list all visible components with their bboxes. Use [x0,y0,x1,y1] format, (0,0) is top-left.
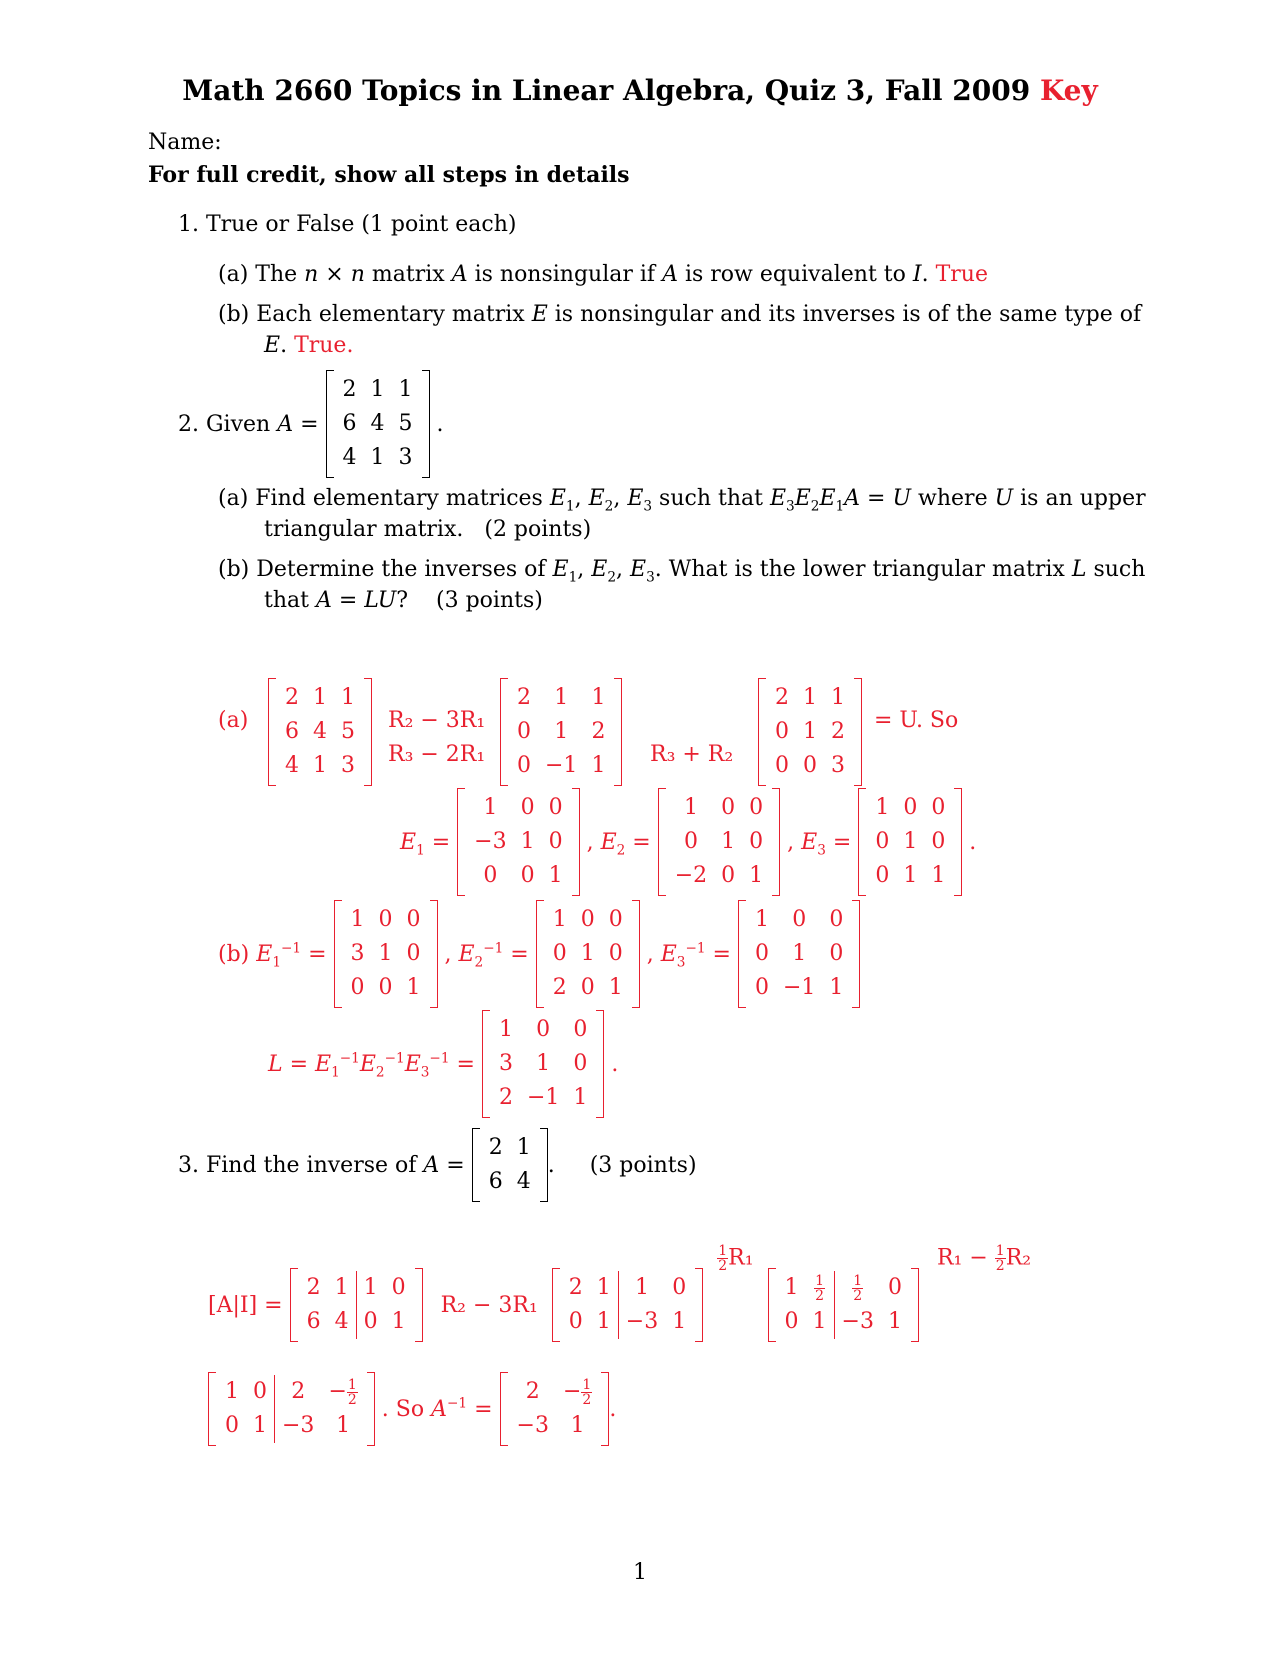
matrix-entry: 0 [875,829,890,854]
matrix-entry: 0 [548,795,563,820]
matrix-entry: 6 [306,1309,321,1334]
op-r3-plus-r2: R₃ + R₂ [650,742,734,767]
matrix-entry: 2 [552,975,567,1000]
matrix-entry: 2 [517,685,531,710]
matrix-entry: 1 [596,1275,611,1300]
matrix-entry: 5 [341,719,355,744]
matrix-entry: 3 [341,753,355,778]
matrix-E2 [658,788,780,896]
matrix-entry: 6 [285,719,299,744]
matrix-entry: 0 [573,1017,588,1042]
matrix-E1 [457,788,579,896]
matrix-entry: 1 [683,795,698,820]
matrix-entry: −3 [474,829,507,854]
matrix-E3-inverse [738,900,860,1008]
matrix-entry: 1 [672,1309,687,1334]
matrix-entry: 3 [831,753,845,778]
q3-sol-line2: 1 0 2 − $\frac{1}{2}$ 0 1 −3 1 . So $A^{-1}$ = 2 − $\frac{1}{2}$ −3 1 . [208,1372,616,1446]
matrix-U [758,678,862,786]
matrix-entry: 4 [285,753,299,778]
inverse-matrices: (b) $E_1^{-1}$ = 1 0 0 3 1 0 0 0 1 , $E_2^{-1}$ = 1 0 0 0 1 0 2 0 1 , $E_3^{-1}$ = 1 0 0 0 1 0 0 −1 1 [218,900,860,1008]
matrix-entry: 1 [554,685,569,710]
matrix-entry: 0 [552,941,567,966]
matrix-entry: 2 [285,685,299,710]
matrix-entry: 3 [498,1051,513,1076]
matrix-entry: 1 [803,685,817,710]
matrix-entry: 1 [596,1309,611,1334]
matrix-entry: 1 [341,685,355,710]
matrix-entry: 1 [378,941,393,966]
page-number: 1 [633,1560,647,1585]
matrix-entry: 6 [488,1169,503,1194]
matrix-entry: 1 [552,907,567,932]
matrix-entry: 4 [370,411,385,436]
matrix-entry: 1 [406,975,421,1000]
matrix-entry: 0 [803,753,817,778]
q2-part-b: (b) Determine the inverses of $E_1$, $E_2$, $E_3$. What is the lower triangular matrix L such [218,557,1146,586]
matrix-entry: 1 [516,1135,531,1160]
matrix-entry: −1 [782,975,816,1000]
augmented-step2 [552,1268,703,1342]
matrix-entry: 4 [342,445,357,470]
matrix-entry: 1 [313,753,327,778]
matrix-entry: 3 [398,445,413,470]
matrix-entry: 1 [554,719,569,744]
matrix-entry: 0 [875,863,890,888]
matrix-L [482,1010,604,1118]
q2-part-a-cont: triangular matrix. (2 points) [264,517,592,542]
matrix-entry: 0 [536,1017,551,1042]
matrix-entry: 2 [306,1275,321,1300]
op-half-r1: $\frac{1}{2}$ R₁ [718,1243,754,1274]
matrix-entry: 0 [672,1275,687,1300]
matrix-E1-inverse [334,900,438,1008]
matrix-entry: 0 [391,1275,406,1300]
matrix-entry: 0 [378,975,393,1000]
matrix-entry: 0 [520,863,535,888]
matrix-entry: −3 [618,1305,665,1339]
matrix-entry: 1 [370,445,385,470]
matrix-entry: 1 [334,1275,349,1300]
matrix-entry: 1 [903,863,918,888]
matrix-entry: 1 [483,795,498,820]
q1b-answer: True. [294,333,354,358]
matrix-entry: 1 [536,1051,551,1076]
matrix-entry: 0 [406,941,421,966]
matrix-A [326,370,430,478]
q2-part-b-cont: that A = LU? (3 points) [264,588,543,613]
augmented-AI [290,1268,423,1342]
key-label: Key [1039,74,1098,107]
eq-U-so: = U. So [874,708,959,733]
matrix-entry: 0 [931,829,946,854]
matrix-entry: 0 [517,753,531,778]
matrix-entry: 0 [721,795,736,820]
matrix-entry: 1 [591,685,606,710]
matrix-entry: 4 [313,719,327,744]
matrix-entry: 0 [608,941,623,966]
matrix-entry: 0 [580,907,595,932]
matrix-entry: −1 [526,1085,560,1110]
matrix-entry: 0 [573,1051,588,1076]
op-r1-minus-half-r2: R₁ − $\frac{1}{2}$ R₂ [936,1243,1032,1274]
matrix-A2 [472,1128,548,1202]
matrix-entry: 0 [517,719,531,744]
q3-sol-line1: [A|I] = 2 1 1 0 6 4 0 1 R₂ − 3R₁ 2 1 1 0 0 1 −3 1 $\frac{1}{2}$ R₁ 1 $\frac{1}{2}$ $\frac{1}{2}$ 0 0 1 −3 1 R₁ − $\frac{1}{2}$ R₂ [208,1268,1031,1342]
matrix-entry: 0 [754,941,769,966]
augmented-step3: 1 $\frac{1}{2}$ $\frac{1}{2}$ 0 0 1 −3 1 [768,1268,919,1342]
matrix-entry: 0 [608,907,623,932]
matrix-entry: 2 [488,1135,503,1160]
matrix-step1 [500,678,622,786]
matrix-entry: 0 [721,863,736,888]
matrix-entry: 1 [829,975,844,1000]
matrix-entry: 1 [618,1271,665,1305]
matrix-entry: 2 [831,719,845,744]
matrix-entry: 3 [350,941,365,966]
matrix-E3 [858,788,962,896]
page-title: Math 2660 Topics in Linear Algebra, Quiz 3, Fall 2009 Key [182,74,1098,107]
matrix-entry: 1 [350,907,365,932]
matrix-entry: 1 [498,1017,513,1042]
matrix-entry: 1 [754,907,769,932]
matrix-entry: 0 [406,907,421,932]
matrix-entry: 1 [875,795,890,820]
matrix-entry: 0 [931,795,946,820]
matrix-entry: 1 [721,829,736,854]
matrix-entry: 0 [568,1309,583,1334]
matrix-entry: 2 [591,719,606,744]
matrix-entry: −1 [545,753,578,778]
matrix-entry: 6 [342,411,357,436]
L-equation: $L = E_1^{-1}E_2^{-1}E_3^{-1}$ = 1 0 0 3 1 0 2 −1 1 . [268,1010,618,1118]
matrix-entry: 1 [803,719,817,744]
matrix-entry: 2 [775,685,789,710]
q2-sol-a-label: (a) [218,708,249,733]
op-r3-minus-2r1: R₃ − 2R₁ [388,742,486,767]
matrix-entry: 1 [370,377,385,402]
q1-part-b: (b) Each elementary matrix E is nonsingular and its inverses is of the same type of [218,302,1142,327]
matrix-entry: 1 [398,377,413,402]
matrix-entry: 1 [520,829,535,854]
matrix-entry: 2 [498,1085,513,1110]
op-r2-minus-3r1: R₂ − 3R₁ [388,708,486,733]
matrix-entry: 0 [749,829,764,854]
matrix-entry: 1 [580,941,595,966]
q1-part-a: (a) The n × n matrix A is nonsingular if A is row equivalent to I. True [218,262,988,287]
matrix-entry: 0 [829,941,844,966]
matrix-entry: 1 [391,1309,406,1334]
matrix-entry: 2 [568,1275,583,1300]
q2-sol-matrix-A [268,678,372,786]
matrix-entry: 0 [749,795,764,820]
matrix-entry: 1 [749,863,764,888]
matrix-entry: 0 [683,829,698,854]
matrix-entry: 1 [831,685,845,710]
matrix-entry: 0 [775,753,789,778]
q3-label: 3. Find the inverse of A = 2 1 6 4 . (3 points) [178,1128,697,1202]
matrix-entry: 0 [483,863,498,888]
matrix-entry: 0 [754,975,769,1000]
augmented-final: 1 0 2 − $\frac{1}{2}$ 0 1 −3 1 [208,1372,375,1446]
matrix-entry: 5 [398,411,413,436]
q1-label: 1. True or False (1 point each) [178,212,517,237]
matrix-entry: 0 [350,975,365,1000]
matrix-entry: 1 [792,941,807,966]
matrix-entry: 0 [378,907,393,932]
matrix-entry: 0 [903,795,918,820]
matrix-entry: 1 [356,1271,385,1305]
matrix-entry: 4 [516,1169,531,1194]
matrix-entry: 1 [931,863,946,888]
matrix-entry: 0 [356,1305,385,1339]
matrix-entry: −2 [674,863,708,888]
matrix-entry: 0 [829,907,844,932]
name-label: Name: [148,130,222,155]
matrix-entry: 0 [548,829,563,854]
matrix-entry: 1 [573,1085,588,1110]
q1-part-b-cont: E. True. [264,333,354,358]
matrix-entry: 1 [903,829,918,854]
matrix-entry: 0 [520,795,535,820]
q1a-answer: True [935,262,988,287]
q2-label: 2. Given A = 2 1 1 6 4 5 4 1 3 . [178,370,444,478]
matrix-entry: 0 [580,975,595,1000]
matrix-entry: 1 [591,753,606,778]
matrix-A-inverse: 2 − $\frac{1}{2}$ −3 1 [500,1372,610,1446]
q2-part-a: (a) Find elementary matrices $E_1$, $E_2$, $E_3$ such that $E_3E_2E_1A = U$ where U is an upper [218,486,1146,515]
matrix-entry: 2 [342,377,357,402]
matrix-entry: 0 [775,719,789,744]
elementary-matrices: $E_1$ = 1 0 0 −3 1 0 0 0 1 , $E_2$ = 1 0 0 0 1 0 −2 0 1 , $E_3$ = 1 0 0 0 1 0 0 1 1 . [400,788,976,896]
matrix-entry: 0 [792,907,807,932]
matrix-entry: 1 [608,975,623,1000]
matrix-entry: 1 [313,685,327,710]
matrix-E2-inverse [536,900,640,1008]
instructions: For full credit, show all steps in details [148,162,630,188]
matrix-entry: 1 [548,863,563,888]
matrix-entry: 4 [334,1309,349,1334]
